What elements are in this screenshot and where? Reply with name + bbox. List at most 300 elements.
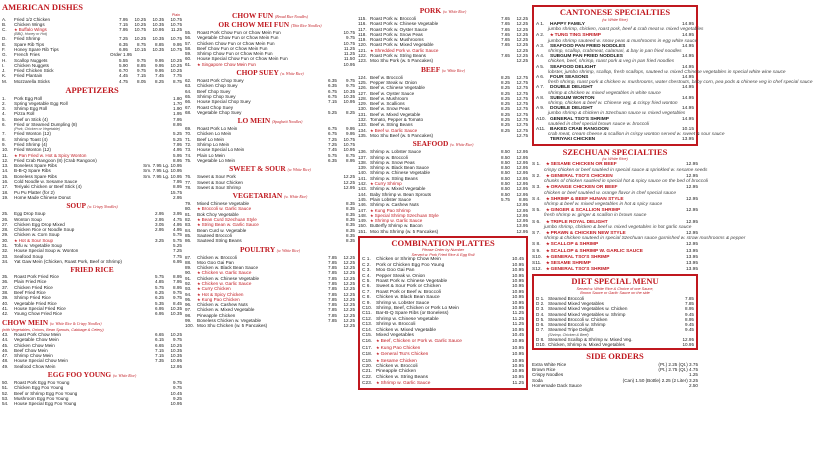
chow-mein-note: (w. White Rice & Crispy Noodles) [49,321,102,326]
hot-pepper-icon: ★ [546,247,550,253]
menu-item-name-text: Vegetable Chow Mein [14,337,59,343]
menu-item-name-text: Steamed Mixed Vegetables w. Shrimp [548,311,626,317]
pork-note: (w. White Rice) [442,10,467,14]
menu-item-code: C 8. [362,295,371,301]
menu-item-description: chicken or beef sautéed w. orange flavor in chef special sauce [544,190,676,196]
menu-item-description: lobster, jumbo shrimp, scallop, fresh scallops, sauteed w. mixed Chinese vegetables in special white wine sauce [548,69,786,75]
menu-item-price: 7.85 [328,275,337,281]
hot-pepper-icon: ★ [546,195,550,201]
menu-item [185,110,355,115]
menu-item-name-text: Beef on Stick (4) [14,116,48,122]
menu-item-price: 10.95 [170,358,182,364]
menu-item-name-text: Moo Shu Beef (w. 5 Pancakes) [370,132,434,138]
menu-item-code: 17. [2,184,9,190]
menu-item-code: J. [2,68,6,74]
menu-item-name-text: Kung Pao Chicken [201,296,240,302]
menu-item-price: 11.25 [512,381,524,387]
menu-item-name-text: Moo Shu Chicken (w. 5 Pancakes) [197,323,268,329]
col-plain: Plain [172,12,180,17]
menu-item-code: 96. [185,302,192,308]
menu-item-code: 45. [2,342,9,348]
menu-item-price: 10.95 [343,147,355,153]
menu-item-name-text: Singapore Chow Mein Fun [201,61,256,67]
poultry-header [185,246,355,255]
menu-item-name-text: Roast Pork Chow Fun or Chow Mein Fun [197,30,281,35]
menu-item-name-text: Chicken w. Black Bean Sauce [376,295,440,301]
menu-item-code: M. [2,78,8,84]
menu-item-price: 10.45 [170,390,182,396]
hot-pepper-icon: ★ [197,217,201,223]
appetizers-section [2,86,182,200]
menu-item-name-text: Roast Pork Chop Suey [197,78,244,84]
menu-item-name-text: Home Made Chinese Donut [14,194,71,200]
menu-item-name-text: Sauteed String Beans [197,238,242,244]
menu-item-name-text: Shrimp w. Broccoli [370,154,408,160]
menu-item-price: 4.75 [119,78,128,84]
menu-item-description: crab meat, cream cheese & scallion in crispy wonton served w. sweet & sour sauce [548,132,725,138]
menu-item-price: 8.95 [685,306,694,312]
menu-item-name-text: GENERAL TSO'S CHICKEN [550,173,613,179]
poultry-note: (w. White Rice) [276,248,300,253]
menu-item-description: fresh shrimp w. ginger & scallion in brown sauce [544,213,647,219]
menu-item-code: D 3. [536,306,545,312]
menu-item-price: 10.25 [134,36,146,42]
menu-item [536,137,694,142]
menu-item-price: 12.75 [516,117,528,123]
menu-item-code: 90. [185,270,192,276]
menu-item-price: 8.75 [137,41,146,47]
menu-item-name-text: Chicken w. Broccoli [376,364,418,370]
menu-item-name-text: Shrimp w. Garlic Sauce [374,218,423,224]
menu-item-price: 12.75 [516,74,528,80]
menu-item-code: S 4. [532,196,541,202]
menu-item-name-text: Beef Chop Suey [197,88,231,94]
menu-item-price: 8.35 [346,211,355,217]
menu-item-code: C10. [362,305,373,311]
cantonese-section [532,5,813,146]
hot-pepper-icon: ★ [546,172,550,178]
egg-foo-young-list [2,380,182,406]
menu-item-price: 1.80 [173,95,182,101]
menu-item-code: D 8. [536,336,545,342]
menu-item-price: 5.75 [173,237,182,243]
menu-item-code: 139. [358,165,367,171]
hot-pepper-icon: ★ [376,357,380,363]
menu-item-price: 7.25 [328,142,337,148]
menu-item-price: 9.45 [685,322,694,328]
menu-item-price: 11.25 [170,27,182,33]
menu-item-price: 2.95 [155,227,164,233]
menu-item-name-text: Teriyaki Chicken or Beef Stick (4) [14,184,82,190]
side-order-price: 1.25 [689,372,698,378]
menu-item-price: 10.95 [511,289,524,295]
menu-item-name-text: Chicken w. Chinese Vegetable [197,275,260,281]
menu-item-price: 12.95 [685,242,698,248]
hot-pepper-icon: ★ [546,184,550,190]
menu-item-code: 34. [2,258,9,264]
menu-item-price: 7.85 [328,259,337,265]
menu-item-code: 5. [2,116,6,122]
menu-item-code: 36. [2,279,9,285]
menu-item-price: 7.85 [328,280,337,286]
menu-item-code: F. [2,46,6,52]
menu-item-price: 10.75 [170,16,182,22]
menu-item-name-text: SHRIMP & BEEF HUNAN STYLE [550,196,624,202]
menu-item-code: 75. [185,157,192,163]
menu-item-code: 51. [2,385,9,391]
menu-item-code: 32. [2,248,9,254]
menu-item-name-text: Baby Shrimp w. Bean Sprouts [370,191,432,197]
menu-item-price: 7.85 [328,291,337,297]
menu-item-name-text: Chicken w. Mixed Vegetable [376,327,436,333]
beef-list [358,75,528,139]
menu-item-price: 9.75 [173,380,182,386]
menu-item-price: 8.35 [346,238,355,244]
hot-pepper-icon: ★ [546,229,550,235]
pork-section [358,7,528,64]
menu-item-name-text: Chicken Egg Foo Young [14,385,64,391]
menu-item-price: 12.95 [685,185,698,191]
menu-item-price: 11.25 [512,322,524,328]
menu-item-code: D 6. [536,322,545,328]
hot-pepper-icon: ★ [376,351,380,357]
menu-item-name-text: Shrimp w. Broccoli [376,322,416,328]
menu-item-name-text: Fried Shrimp (4) [14,141,48,147]
menu-item-name-text: Moo Shu Pork (w. 5 Pancakes) [370,58,434,64]
menu-item-price: Sm. 7.95 Lg. 10.95 [143,163,182,169]
menu-item-code: S 1. [532,162,541,168]
chop-suey-list [185,78,355,115]
menu-item-price: 8.50 [501,191,510,197]
menu-item-price: 9.75 [173,385,182,391]
menu-item-name-text: Chicken Nuggets [14,62,49,68]
menu-item-price: 8.75 [173,78,182,84]
menu-item-price: 12.75 [516,79,528,85]
menu-item-code: 73. [185,147,192,153]
menu-item-name-text: Plain Lobster Sauce [370,196,412,202]
menu-item-price: 7.65 [501,37,510,43]
menu-item-price: 7.75 [173,253,182,259]
cantonese-list [536,21,813,143]
menu-item-price: 14.95 [681,43,694,49]
menu-item-price: 12.25 [516,53,528,59]
menu-item-price: 10.95 [343,61,355,67]
menu-item-name-text: Sauteed Broccoli [197,232,232,238]
menu-item-name-text: Roast Pork w. Mixed Vegetable [370,42,434,48]
menu-item-price: 8.50 [501,181,510,187]
menu-item-name-text: Sweet & Sour Pork [197,174,236,180]
menu-item-code: 144. [358,191,367,197]
menu-item-price: 8.95 [346,157,355,163]
menu-item-code: S11. [532,260,542,266]
menu-item-price: 10.45 [511,332,524,338]
menu-item-code: C15. [362,332,373,338]
menu-item-price: 8.50 [501,154,510,160]
menu-item-name-text: Beef w. Chinese Vegetable [370,85,425,91]
hot-pepper-icon: ★ [197,291,201,297]
menu-item-price: 8.25 [155,78,164,84]
menu-item-code: 31. [2,242,9,248]
menu-item-code: C 9. [362,300,371,306]
menu-item-price: 7.85 [328,307,337,313]
menu-item-name-text: Bok Choy Vegetable [197,211,239,217]
menu-item-price: 9.75 [137,68,146,74]
menu-item-name-text: GINGER & SCALLION SHRIMP [550,208,621,214]
menu-item [2,259,182,264]
menu-item-price: 9.95 [155,68,164,74]
menu-item-price: 13.95 [685,260,698,266]
menu-item-price: 8.35 [346,222,355,228]
menu-item-code: 11. [2,152,9,158]
menu-item-code: 141. [358,175,367,181]
hot-pepper-icon: ★ [370,181,374,187]
menu-item-price: 12.95 [685,162,698,168]
menu-item-code: 94. [185,291,192,297]
sweet-sour-list [185,174,355,190]
menu-item-price: 12.95 [343,184,355,190]
menu-item-price: 6.75 [328,88,337,94]
menu-item-code: 131. [358,111,367,117]
chow-fun-section [185,12,355,67]
menu-item-name-text: GENERAL TSO'S SHRIMP [550,116,609,122]
menu-item-code: 40. [2,300,9,306]
menu-item-price: 10.25 [170,342,182,348]
menu-item-name-text: Boneless Spare Ribs [14,173,57,179]
menu-item-code: 8. [2,136,6,142]
menu-item-name-text: Chicken w. Black Bean Sauce [197,265,259,271]
menu-item-description: shrimp, scallop, crabmeat, calamari, & bay in pan fried noodles [548,48,682,54]
menu-item-price: 9.75 [346,83,355,89]
menu-item-price: 10.95 [152,27,164,33]
egg-foo-young-note: (w. White Rice) [113,374,137,379]
menu-item-name-text: DOUBLE DELIGHT [550,85,593,91]
menu-item-name-text: Roast Pork w. String Beans [370,53,426,59]
menu-item-price: 4.75 [173,216,182,222]
menu-item-code: 95. [185,296,192,302]
menu-item-price: 12.25 [516,42,528,48]
menu-item-price: 8.95 [685,316,694,322]
menu-item-code: 138. [358,159,367,165]
menu-item-description: chunks of chicken sautéed in special hot & spicy sauce on the bed of broccoli [544,179,708,185]
menu-item-price: 10.45 [511,257,524,263]
menu-item-name-text: GENERAL TSO'S SHRIMP [550,267,610,273]
menu-item-name-text: Hot & Spicy Chicken [201,291,244,297]
menu-item-price: 6.35 [328,157,337,163]
menu-item-name-text: Beef w. Scallions [370,101,405,107]
menu-item [185,158,355,163]
menu-item-code: 147. [358,207,367,213]
menu-item-name-text: Beef Fried Rice [14,290,46,296]
menu-item-price: 4.95 [173,147,182,153]
menu-item-price: 9.25 [173,395,182,401]
menu-item-price: 7.95 [173,141,182,147]
menu-item-code: I. [2,62,5,68]
menu-item-price: 10.95 [682,342,694,348]
chow-mein-title: CHOW MEIN [2,317,49,327]
menu-item [362,380,524,386]
menu-item-price: 14.95 [681,54,694,60]
menu-item-code: A 6. [536,74,545,80]
menu-item-price: 12.25 [343,270,355,276]
menu-item-code: C 5. [362,278,371,284]
menu-item-code: 86. [185,238,192,244]
menu-item-code: 142. [358,181,367,187]
menu-item-name-text: Vegetable Chow Fun or Chow Mein Fun [197,35,279,41]
menu-item-price: 7.45 [155,73,164,79]
menu-item-code: C13. [362,322,373,328]
menu-item-code: 43. [2,331,9,337]
menu-item-price: 8.95 [173,157,182,163]
menu-item-name-text: Steamed Broccoli w. Chicken [548,316,608,322]
side-order-price: (Pt.) 2.75 (Qt.) 4.75 [658,367,698,373]
menu-item [2,195,182,200]
menu-item-price: 10.75 [343,136,355,142]
menu-item-name-text: House Special Chow Fun or Chow Mein Fun [197,56,288,62]
seafood-list [358,149,528,234]
menu-item-price: 7.25 [173,248,182,254]
menu-item-price: 12.25 [343,259,355,265]
menu-item-name-text: Shrimp Lo Mein [197,142,230,148]
hot-pepper-icon: ★ [376,344,380,350]
menu-item-price: 12.95 [685,196,698,202]
menu-item-price: 12.95 [516,218,528,224]
menu-item-description: shrimp & beef w. mixed vegetables in hot & spicy sauce [544,201,663,207]
menu-item-price: 7.25 [328,136,337,142]
menu-item-name-text: Steamed Scallop & Shrimp w. Mixed Veg. [548,336,633,342]
soup-list [2,211,182,264]
menu-item-name-text: Chicken Wings [14,21,45,27]
menu-item [185,185,355,190]
menu-item-code: 118. [358,31,367,37]
menu-item-price: 6.70 [119,68,128,74]
menu-item-price: 8.25 [501,85,510,91]
menu-item-price: 6.35 [328,78,337,84]
menu-item-code: C12. [362,316,373,322]
pork-title: PORK [419,6,442,15]
soup-header [2,202,182,211]
menu-item-name-text: Curry Shrimp [374,181,402,187]
menu-item-price: 14.95 [681,116,694,122]
menu-item-price: 9.45 [685,311,694,317]
menu-item-name-text: FOUR SEASONS [550,74,589,80]
menu-item-name-text: Chicken Chow Fun or Chow Mein Fun [197,40,275,46]
menu-item-price: 12.95 [685,219,698,225]
menu-item-code: 150. [358,223,367,229]
menu-item-price: 8.85 [155,41,164,47]
menu-item-name-text: Chicken w. Garlic Sauce [201,280,252,286]
menu-item-code: 12. [2,157,9,163]
menu-item-name-text: Tofu w. Vegetable Soup [14,242,63,248]
menu-item-code: 137. [358,154,367,160]
menu-item-price: 12.95 [685,173,698,179]
menu-item-price: 4.45 [119,73,128,79]
menu-item-price: 2.95 [155,211,164,217]
pork-header [358,7,528,16]
menu-item-code: 60. [185,56,192,62]
vegetarian-list [185,201,355,243]
menu-item-name-text: Buffalo Wings [18,27,47,33]
menu-item-price: 4.95 [173,227,182,233]
diet-section [532,274,698,350]
menu-item-price: 6.25 [155,290,164,296]
menu-item-code: 68. [185,109,192,115]
menu-item-note: (BBQ, Honey or Hot) [14,32,48,37]
menu-item-code: 37. [2,284,9,290]
menu-item-code: 41. [2,305,9,311]
menu-item-price: 8.25 [501,95,510,101]
menu-item-name-text: Hot & Sour Soup [18,237,54,243]
menu-item-price: 13.95 [685,267,698,273]
menu-item-name-text: TERIYAKI CHICKEN [550,137,596,143]
menu-item-name-text: Shrimp w. Lobster Sauce [370,149,422,155]
menu-item-name [197,238,335,243]
menu-item-price: 4.85 [155,279,164,285]
menu-item-price: 5.75 [328,152,337,158]
menu-item-code: 134. [358,127,367,133]
menu-item-code: 56. [185,35,192,41]
menu-item-code: C 6. [362,284,371,290]
menu-item [2,401,182,406]
menu-item-name [14,195,171,200]
hot-pepper-icon: ★ [546,161,550,167]
menu-item-code: 50. [2,380,9,386]
menu-item-price: 12.25 [343,254,355,260]
menu-item-code: 132. [358,117,367,123]
menu-item-price: 9.95 [155,62,164,68]
menu-item-price: 7.85 [328,286,337,292]
menu-item-price: 7.35 [155,358,164,364]
chow-fun-list [185,30,355,67]
menu-item [358,133,528,138]
menu-item-name-text: Seafood Soup [14,253,44,259]
menu-item-price: 7.85 [328,296,337,302]
menu-item-price: 10.95 [511,268,524,274]
vegetarian-header [185,192,355,201]
column-3 [358,3,528,392]
sweet-sour-note: (w. White Rice) [287,168,311,173]
menu-item-code: 64. [185,88,192,94]
chow-mein-section [2,319,182,369]
menu-item-price: 7.85 [328,318,337,324]
beef-section [358,66,528,139]
menu-item-code: C23. [362,381,373,387]
hot-pepper-icon: ★ [546,218,550,224]
menu-item-price: 12.75 [516,111,528,117]
hot-pepper-icon: ★ [546,259,550,265]
side-order-price: 2.50 [689,383,698,389]
menu-item-price: 10.25 [170,331,182,337]
menu-item-code: S10. [532,254,542,260]
cantonese-note: (w. White Rice) [602,17,628,22]
hot-pepper-icon: ★ [546,207,550,213]
menu-item-price: 8.25 [501,117,510,123]
menu-item-code: 74. [185,152,192,158]
menu-item-price: 10.35 [152,36,164,42]
combination-sub1: Please Order by Number [422,248,464,253]
menu-item-name-text: Kung Pao Shrimp [374,207,411,213]
menu-item-name-text: Chicken Rice or Noodle Soup [14,227,75,233]
menu-item-code: S 5. [532,208,541,214]
menu-item-name-text: Chicken Chop Suey [197,83,238,89]
menu-item-price: 14.95 [681,106,694,112]
menu-item-code: D 7. [536,327,545,333]
menu-item-code: 92. [185,280,192,286]
poultry-title: POULTRY [239,244,275,254]
menu-item-price: 12.75 [516,122,528,128]
menu-item-code: A10. [536,116,546,122]
menu-item-code: 127. [358,90,367,96]
menu-item-price: 5.25 [173,131,182,137]
